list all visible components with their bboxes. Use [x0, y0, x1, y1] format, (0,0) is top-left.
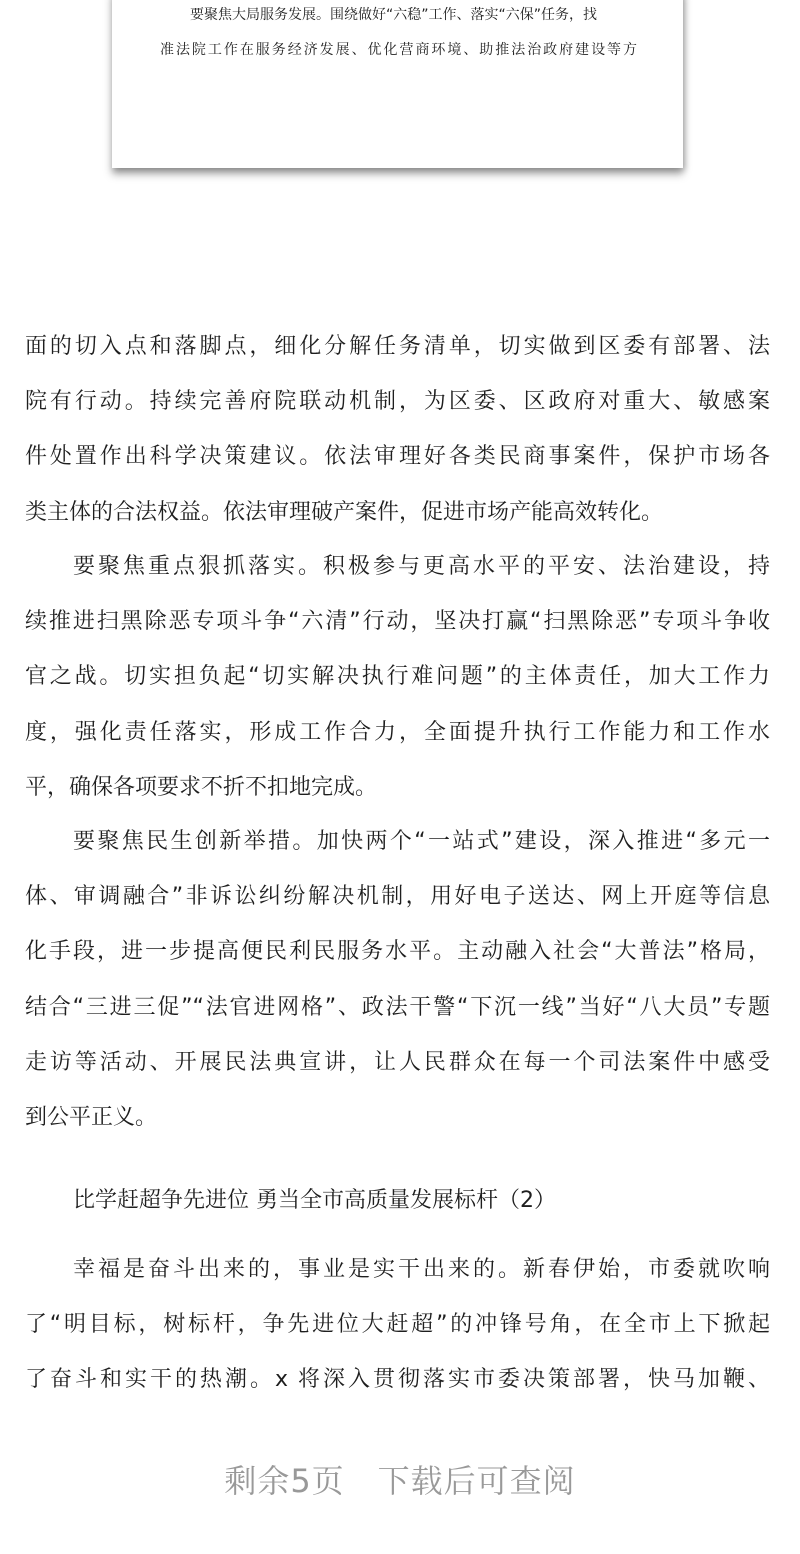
- paragraph-line: 走访等活动、开展民法典宣讲，让人民群众在每一个司法案件中感受: [25, 1049, 770, 1075]
- paragraph-line: 体、审调融合”非诉讼纠纷解决机制，用好电子送达、网上开庭等信息: [25, 884, 770, 910]
- paragraph-line: 平，确保各项要求不折不扣地完成。: [25, 774, 378, 800]
- section-heading: 比学赶超争先进位 勇当全市高质量发展标杆（2）: [73, 1188, 556, 1213]
- paragraph-line: 类主体的合法权益。依法审理破产案件，促进市场产能高效转化。: [25, 499, 664, 525]
- card-line: 要聚焦大局服务发展。围绕做好“六稳”工作、落实“六保”任务，找: [190, 7, 598, 23]
- paragraph-line: 了奋斗和实干的热潮。x 将深入贯彻落实市委决策部署，快马加鞭、: [25, 1367, 770, 1393]
- paragraph-line: 结合“三进三促”“法官进网格”、政法干警“下沉一线”当好“八大员”专题: [25, 994, 770, 1020]
- paragraph-line: 件处置作出科学决策建议。依法审理好各类民商事案件，保护市场各: [25, 444, 770, 470]
- paragraph-line: 官之战。切实担负起“切实解决执行难问题”的主体责任，加大工作力: [25, 664, 770, 690]
- remaining-pages-prompt[interactable]: 剩余5页 下载后可查阅: [224, 1462, 576, 1500]
- paragraph-line: 度，强化责任落实，形成工作合力，全面提升执行工作能力和工作水: [25, 719, 770, 745]
- paragraph-line: 续推进扫黑除恶专项斗争“六清”行动，坚决打赢“扫黑除恶”专项斗争收: [25, 609, 770, 635]
- paragraph-line: 要聚焦民生创新举措。加快两个“一站式”建设，深入推进“多元一: [73, 829, 770, 854]
- paragraph-line: 面的切入点和落脚点，细化分解任务清单，切实做到区委有部署、法: [25, 334, 770, 359]
- paragraph-line: 到公平正义。: [25, 1105, 158, 1130]
- card-line: 准法院工作在服务经济发展、优化营商环境、助推法治政府建设等方: [160, 42, 637, 58]
- paragraph-line: 幸福是奋斗出来的，事业是实干出来的。新春伊始，市委就吹响: [73, 1257, 770, 1282]
- paragraph-line: 院有行动。持续完善府院联动机制，为区委、区政府对重大、敏感案: [25, 389, 770, 415]
- paragraph-line: 了“明目标，树标杆，争先进位大赶超”的冲锋号角，在全市上下掀起: [25, 1312, 770, 1338]
- paragraph-line: 要聚焦重点狠抓落实。积极参与更高水平的平安、法治建设，持: [73, 554, 770, 579]
- preview-page-card: [112, 0, 683, 168]
- paragraph-line: 化手段，进一步提高便民利民服务水平。主动融入社会“大普法”格局，: [25, 939, 770, 965]
